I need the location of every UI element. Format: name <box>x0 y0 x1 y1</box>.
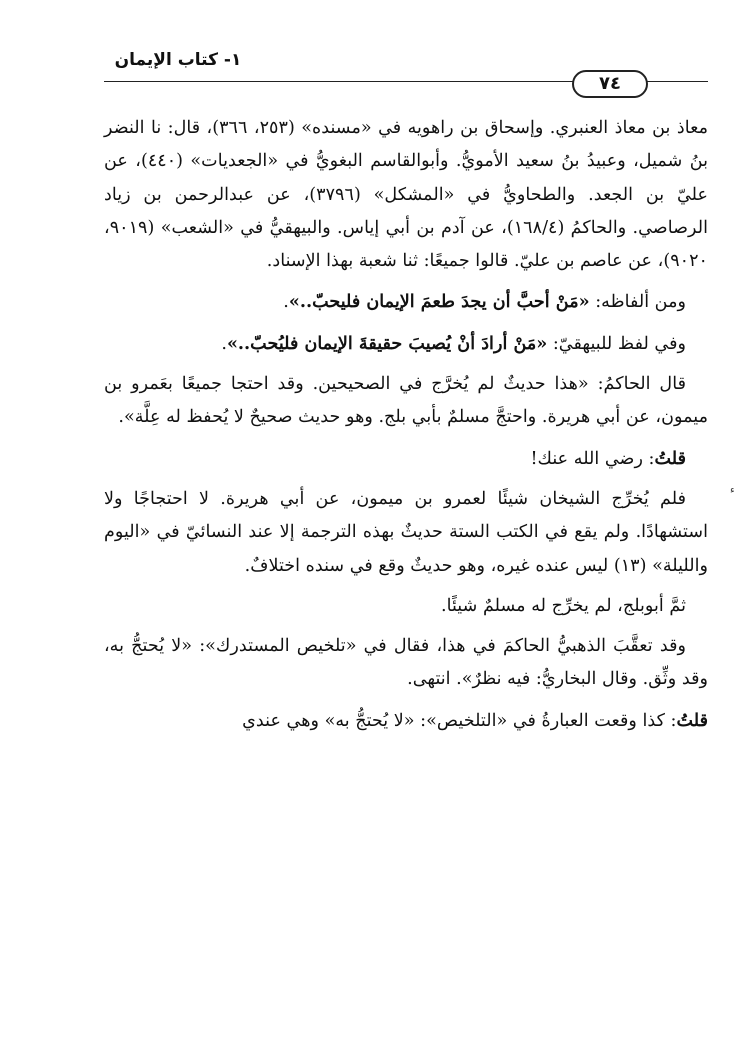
page-number: ٧٤ <box>572 70 648 98</box>
paragraph-4: قال الحاكمُ: «هذا حديثٌ لم يُخرَّج في الصحيحين. وقد احتجا جميعًا بعَمرو بن ميمون، عن أبي هريرة. واحتجَّ مسلمٌ بأبي بلج. وهو حديث صحيحٌ لا يُحفظ له عِلَّة». <box>104 374 708 428</box>
paragraph-1: معاذ بن معاذ العنبري. وإسحاق بن راهويه في «مسنده» (٢٥٣، ٣٦٦)، قال: نا النضر بنُ شميل، وعبيدُ بنُ سعيد الأمويُّ. وأبوالقاسم البغويُّ في «الجعديات» (٤٤٠)، عن عليّ بن الجعد. والطحاويُّ في «المشكل» (٣٧٩٦)، عن عبدالرحمن بن زياد الرصاصي. والحاكمُ (١٦٨/٤)، عن آدم بن أبي إياس. والبيهقيُّ في «الشعب» (٩٠١٩، ٩٠٢٠)، عن عاصم بن عليّ. قالوا جميعًا: ثنا شعبة بهذا الإسناد. <box>104 118 709 272</box>
paragraph-6: فلم يُخرِّج الشيخان شيئًا لعمرو بن ميمون، عن أبي هريرة. لا احتجاجًا ولا استشهادًا. ولم يقع في الكتب الستة حديثٌ بهذه الترجمة إلا عند النسائيّ في «اليوم والليلة» (١٣) ليس عنده غيره، وهو حديثٌ وقع في سنده اختلافٌ. <box>104 488 708 576</box>
header-rule-right <box>642 81 708 82</box>
paragraph-5 <box>104 442 708 476</box>
hadith-quote-2: «مَنْ أرادَ أنْ يُصيبَ حقيقةَ الإيمان فليُحبّ..» <box>226 332 548 354</box>
paragraph-9-text: : كذا وقعت العبارةُ في «التلخيص»: «لا يُحتجُّ به» وهي عندي <box>242 710 677 731</box>
header-rule <box>104 81 576 82</box>
paragraph-8: وقد تعقَّبَ الذهبيُّ الحاكمَ في هذا، فقال في «تلخيص المستدرك»: «لا يُحتجُّ به، وقد وثِّق. وقال البخاريُّ: فيه نظرٌ». انتهى. <box>104 636 708 690</box>
qultu-label: قلتُ <box>654 447 686 469</box>
hadith-quote-1: «مَنْ أحبَّ أن يجدَ طعمَ الإيمان فليحبّ..» <box>288 291 590 313</box>
paragraph-3-prefix: وفي لفظ للبيهقيّ: <box>547 333 686 354</box>
paragraph-9 <box>104 704 708 738</box>
chapter-title: ١- كتاب الإيمان <box>114 50 242 70</box>
qultu-label-2: قلتُ <box>676 709 708 731</box>
paragraph-2-suffix: . <box>283 292 289 313</box>
paragraph-2-prefix: ومن ألفاظه: <box>589 292 686 313</box>
margin-mark: ء <box>730 485 735 496</box>
paragraph-2 <box>104 285 708 319</box>
paragraph-7: ثمَّ أبوبلج، لم يخرِّج له مسلمٌ شيئًا. <box>441 595 686 616</box>
body-text <box>104 112 708 738</box>
paragraph-3 <box>104 327 708 361</box>
paragraph-3-suffix: . <box>221 333 227 354</box>
paragraph-5-text: : رضي الله عنك! <box>530 448 655 469</box>
